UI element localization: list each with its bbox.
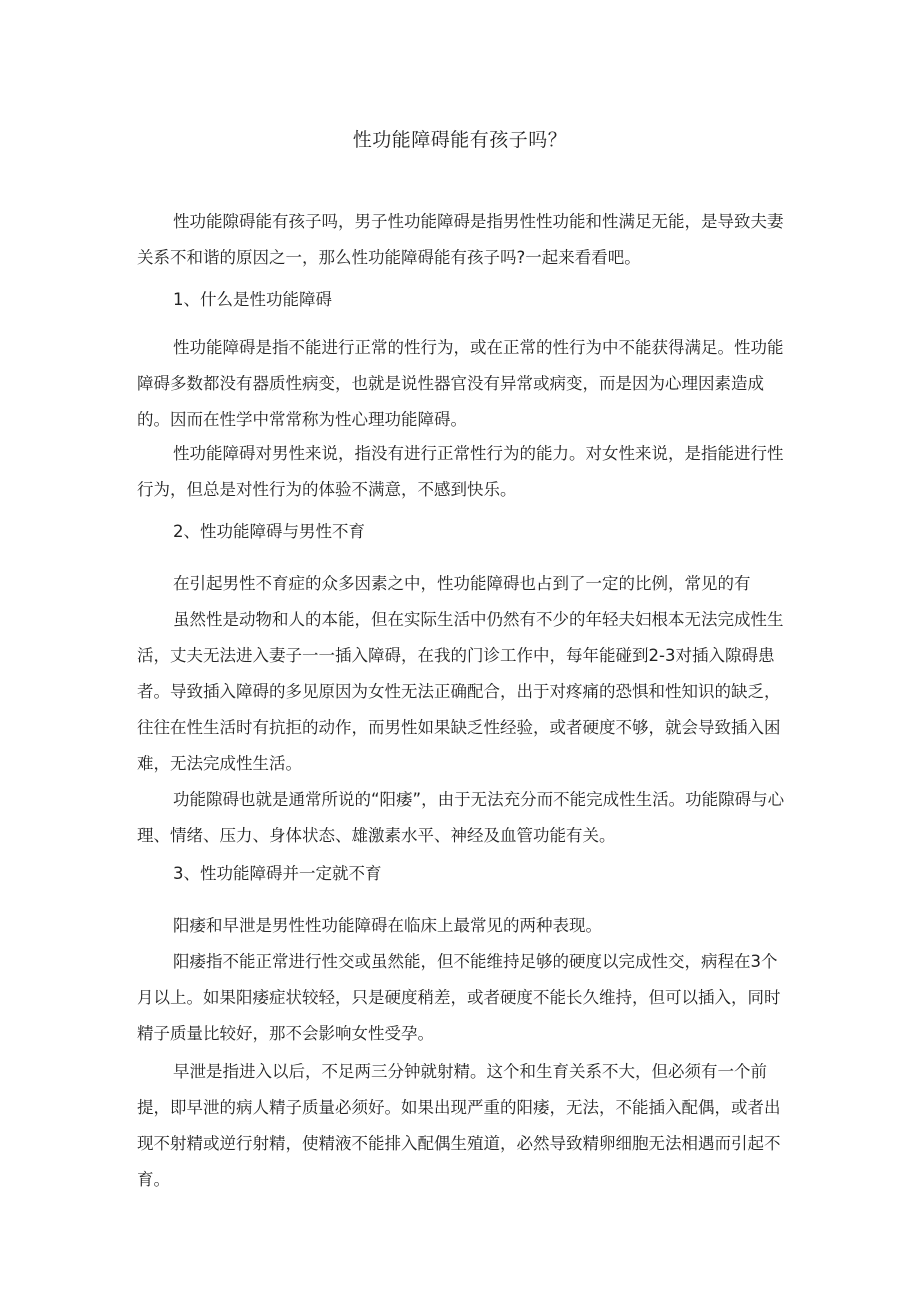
section-heading-2: 2、性功能障碍与男性不育: [173, 522, 365, 541]
paragraph-erectile-dysfunction: 功能隙碍也就是通常所说的“阳痿”，由于无法充分而不能完成性生活。功能隙碍与心理、情绪、压力、身体状态、雄激素水平、神经及血管功能有关。: [137, 790, 785, 845]
section-heading-1: 1、什么是性功能障碍: [173, 290, 332, 309]
paragraph-premature-ejaculation: 早泄是指进入以后，不足两三分钟就射精。这个和生育关系不大，但必须有一个前提，即早泄的病人精子质量必须好。如果出现严重的阳痿，无法，不能插入配偶，或者出现不射精或逆行射精，使精液不能排入配偶生殖道，必然导致精卵细胞无法相遇而引起不育。: [137, 1062, 781, 1189]
paragraph-intro: 性功能隙碍能有孩子吗，男子性功能障碍是指男性性功能和性满足无能，是导致夫妻关系不和谐的原因之一，那么性功能障碍能有孩子吗?一起来看看吧。: [137, 212, 784, 267]
paragraph-definition: 性功能障碍是指不能进行正常的性行为，或在正常的性行为中不能获得满足。性功能障碍多数都没有器质性病变，也就是说性器官没有异常或病变，而是因为心理因素造成的。因而在性学中常常称为性心理功能障碍。: [137, 338, 784, 429]
paragraph-gender-difference: 性功能障碍对男性来说，指没有进行正常性行为的能力。对女性来说，是指能进行性行为，但总是对性行为的体验不满意，不感到快乐。: [137, 444, 784, 499]
document-title: 性功能障碍能有孩子吗？: [352, 129, 568, 151]
paragraph-infertility-factors: 在引起男性不育症的众多因素之中，性功能障碍也占到了一定的比例，常见的有: [173, 574, 751, 593]
paragraph-impotence: 阳痿指不能正常进行性交或虽然能，但不能维持足够的硬度以完成性交，病程在3个月以上。如果阳痿症状较轻，只是硬度稍差，或者硬度不能长久维持，但可以插入，同时精子质量比较好，那不会影响女性受孕。: [137, 952, 781, 1043]
paragraph-common-forms: 阳痿和早泄是男性性功能障碍在临床上最常见的两种表现。: [173, 916, 602, 935]
paragraph-insertion-disorder: 虽然性是动物和人的本能，但在实际生活中仍然有不少的年轻夫妇根本无法完成性生活，丈夫无法进入妻子一一插入障碍，在我的门诊工作中，每年能碰到2-3对插入隙碍患者。导致插入障碍的多见原因为女性无法正确配合，出于对疼痛的恐惧和性知识的缺乏，往往在性生活时有抗拒的动作，而男性如果缺乏性经验，或者硬度不够，就会导致插入困难，无法完成性生活。: [137, 610, 784, 773]
section-heading-3: 3、性功能障碍并一定就不育: [173, 864, 382, 883]
